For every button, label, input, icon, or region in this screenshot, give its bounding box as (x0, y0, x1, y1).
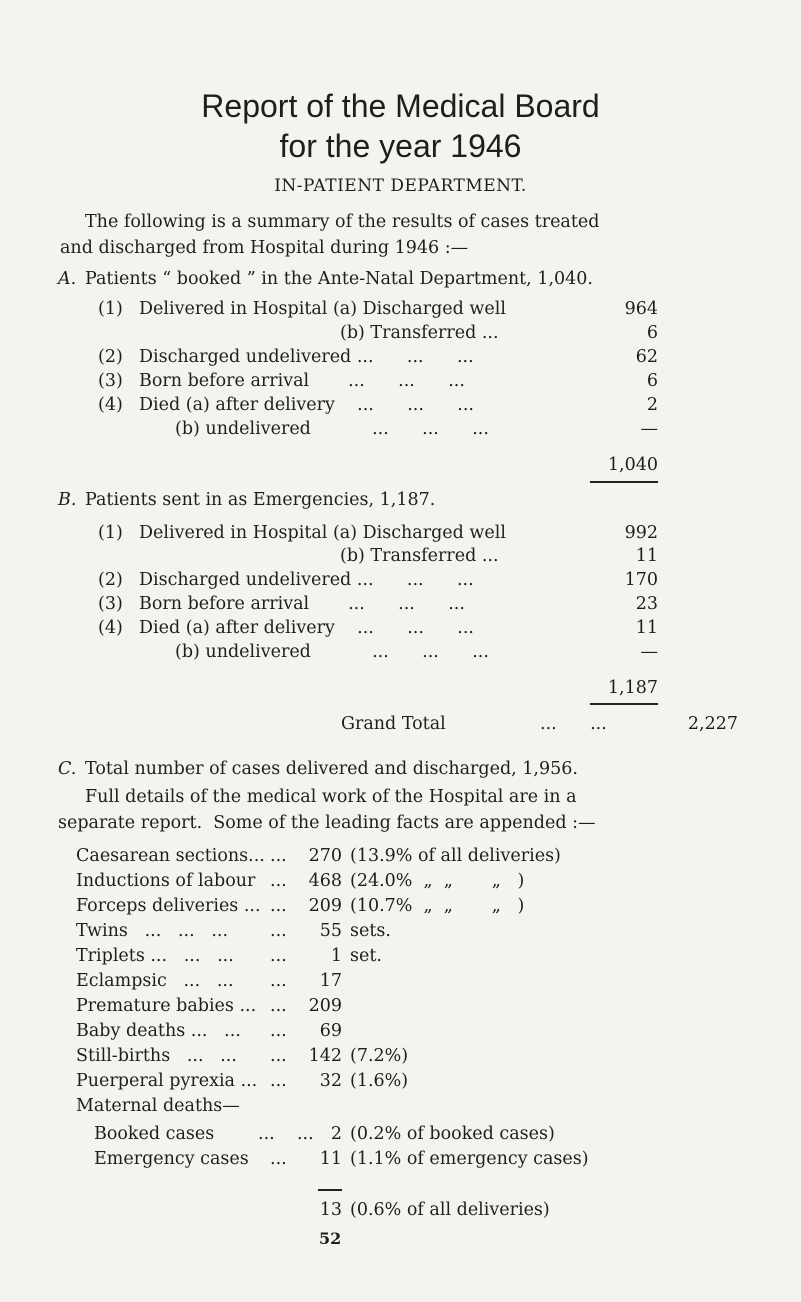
fact-value: 209 (308, 896, 342, 916)
department-heading: IN-PATIENT DEPARTMENT. (274, 176, 527, 196)
row-label: (b) Transferred ... (340, 546, 499, 566)
row-value: — (640, 642, 658, 662)
fact-value: 32 (319, 1071, 342, 1091)
maternal-deaths-heading: Maternal deaths— (76, 1096, 240, 1116)
fact-note: (7.2%) (350, 1046, 409, 1066)
row-value: 11 (635, 618, 658, 638)
row-value: 11 (635, 546, 658, 566)
maternal-row-dots: ... ... (258, 1124, 314, 1144)
report-title-line2: for the year 1946 (279, 128, 522, 164)
grand-total-dots: ... ... (540, 714, 607, 734)
fact-note: (1.6%) (350, 1071, 409, 1091)
fact-note: set. (350, 946, 382, 966)
maternal-row-label: Emergency cases (94, 1149, 249, 1169)
maternal-row-value: 11 (319, 1149, 342, 1169)
fact-label: Inductions of labour (76, 871, 256, 891)
row-number: (1) (98, 523, 123, 543)
row-number: (1) (98, 299, 123, 319)
section-c-para-line1: Full details of the medical work of the Hospital are in a (85, 787, 577, 807)
fact-label: Puerperal pyrexia ... (76, 1071, 258, 1091)
row-label: Discharged undelivered ... ... ... (139, 347, 474, 367)
row-label: (b) undelivered ... ... ... (175, 419, 489, 439)
report-title-line1: Report of the Medical Board (201, 88, 600, 124)
fact-dots: ... (270, 1071, 287, 1091)
intro-line-1: The following is a summary of the results of cases treated (85, 212, 600, 232)
fact-dots: ... (270, 996, 287, 1016)
maternal-total-rule (318, 1189, 342, 1191)
row-value: 2 (646, 395, 658, 415)
fact-value: 468 (308, 871, 342, 891)
row-number: (3) (98, 371, 123, 391)
maternal-row-note: (1.1% of emergency cases) (350, 1149, 589, 1169)
row-label: Discharged undelivered ... ... ... (139, 570, 474, 590)
page-number: 52 (319, 1229, 342, 1248)
row-value: 170 (624, 570, 658, 590)
row-number: (4) (98, 395, 123, 415)
fact-value: 17 (319, 971, 342, 991)
fact-label: Triplets ... ... ... (76, 946, 234, 966)
fact-dots: ... (270, 896, 287, 916)
row-label: Born before arrival ... ... ... (139, 371, 465, 391)
row-number: (2) (98, 570, 123, 590)
row-value: 6 (646, 371, 658, 391)
row-label: (b) Transferred ... (340, 323, 499, 343)
fact-value: 209 (308, 996, 342, 1016)
row-value: 62 (635, 347, 658, 367)
fact-dots: ... (270, 971, 287, 991)
fact-dots: ... (270, 1021, 287, 1041)
fact-value: 69 (319, 1021, 342, 1041)
fact-note: (10.7% „ „ „ ) (350, 896, 525, 916)
maternal-total-note: (0.6% of all deliveries) (350, 1200, 550, 1220)
fact-note: sets. (350, 921, 391, 941)
row-label: Delivered in Hospital (a) Discharged well (139, 523, 506, 543)
section-b-heading: Patients sent in as Emergencies, 1,187. (85, 490, 436, 510)
section-c-heading: Total number of cases delivered and discharged, 1,956. (85, 759, 578, 779)
fact-label: Caesarean sections... (76, 846, 265, 866)
fact-dots: ... (270, 846, 287, 866)
grand-total-value: 2,227 (687, 714, 738, 734)
fact-label: Baby deaths ... ... (76, 1021, 241, 1041)
section-a-total-rule (590, 481, 658, 483)
section-b-total: 1,187 (607, 678, 658, 698)
maternal-total-value: 13 (319, 1200, 342, 1220)
section-a-letter: A. (58, 269, 77, 289)
fact-note: (24.0% „ „ „ ) (350, 871, 525, 891)
section-b-total-rule (590, 703, 658, 705)
maternal-row-dots: ... (270, 1149, 287, 1169)
intro-line-2: and discharged from Hospital during 1946 :— (60, 238, 469, 258)
row-value: 23 (635, 594, 658, 614)
fact-value: 55 (319, 921, 342, 941)
fact-label: Premature babies ... (76, 996, 257, 1016)
row-label: Born before arrival ... ... ... (139, 594, 465, 614)
section-c-letter: C. (58, 759, 77, 779)
fact-label: Twins ... ... ... (76, 921, 229, 941)
fact-label: Forceps deliveries ... (76, 896, 261, 916)
row-value: 992 (624, 523, 658, 543)
maternal-row-label: Booked cases (94, 1124, 215, 1144)
row-number: (3) (98, 594, 123, 614)
fact-value: 142 (308, 1046, 342, 1066)
fact-note: (13.9% of all deliveries) (350, 846, 561, 866)
fact-label: Still-births ... ... (76, 1046, 237, 1066)
fact-value: 1 (330, 946, 342, 966)
maternal-row-value: 2 (330, 1124, 342, 1144)
section-a-heading: Patients “ booked ” in the Ante-Natal Department, 1,040. (85, 269, 593, 289)
maternal-row-note: (0.2% of booked cases) (350, 1124, 555, 1144)
fact-dots: ... (270, 946, 287, 966)
grand-total-label: Grand Total (341, 714, 446, 734)
row-number: (4) (98, 618, 123, 638)
row-label: (b) undelivered ... ... ... (175, 642, 489, 662)
row-number: (2) (98, 347, 123, 367)
fact-label: Eclampsic ... ... (76, 971, 234, 991)
row-value: 6 (646, 323, 658, 343)
section-a-total: 1,040 (607, 455, 658, 475)
section-b-letter: B. (58, 490, 77, 510)
row-value: — (640, 419, 658, 439)
row-label: Delivered in Hospital (a) Discharged well (139, 299, 506, 319)
section-c-para-line2: separate report. Some of the leading facts are appended :— (58, 813, 596, 833)
fact-value: 270 (308, 846, 342, 866)
row-value: 964 (624, 299, 658, 319)
row-label: Died (a) after delivery ... ... ... (139, 395, 474, 415)
fact-dots: ... (270, 921, 287, 941)
fact-dots: ... (270, 1046, 287, 1066)
row-label: Died (a) after delivery ... ... ... (139, 618, 474, 638)
fact-dots: ... (270, 871, 287, 891)
